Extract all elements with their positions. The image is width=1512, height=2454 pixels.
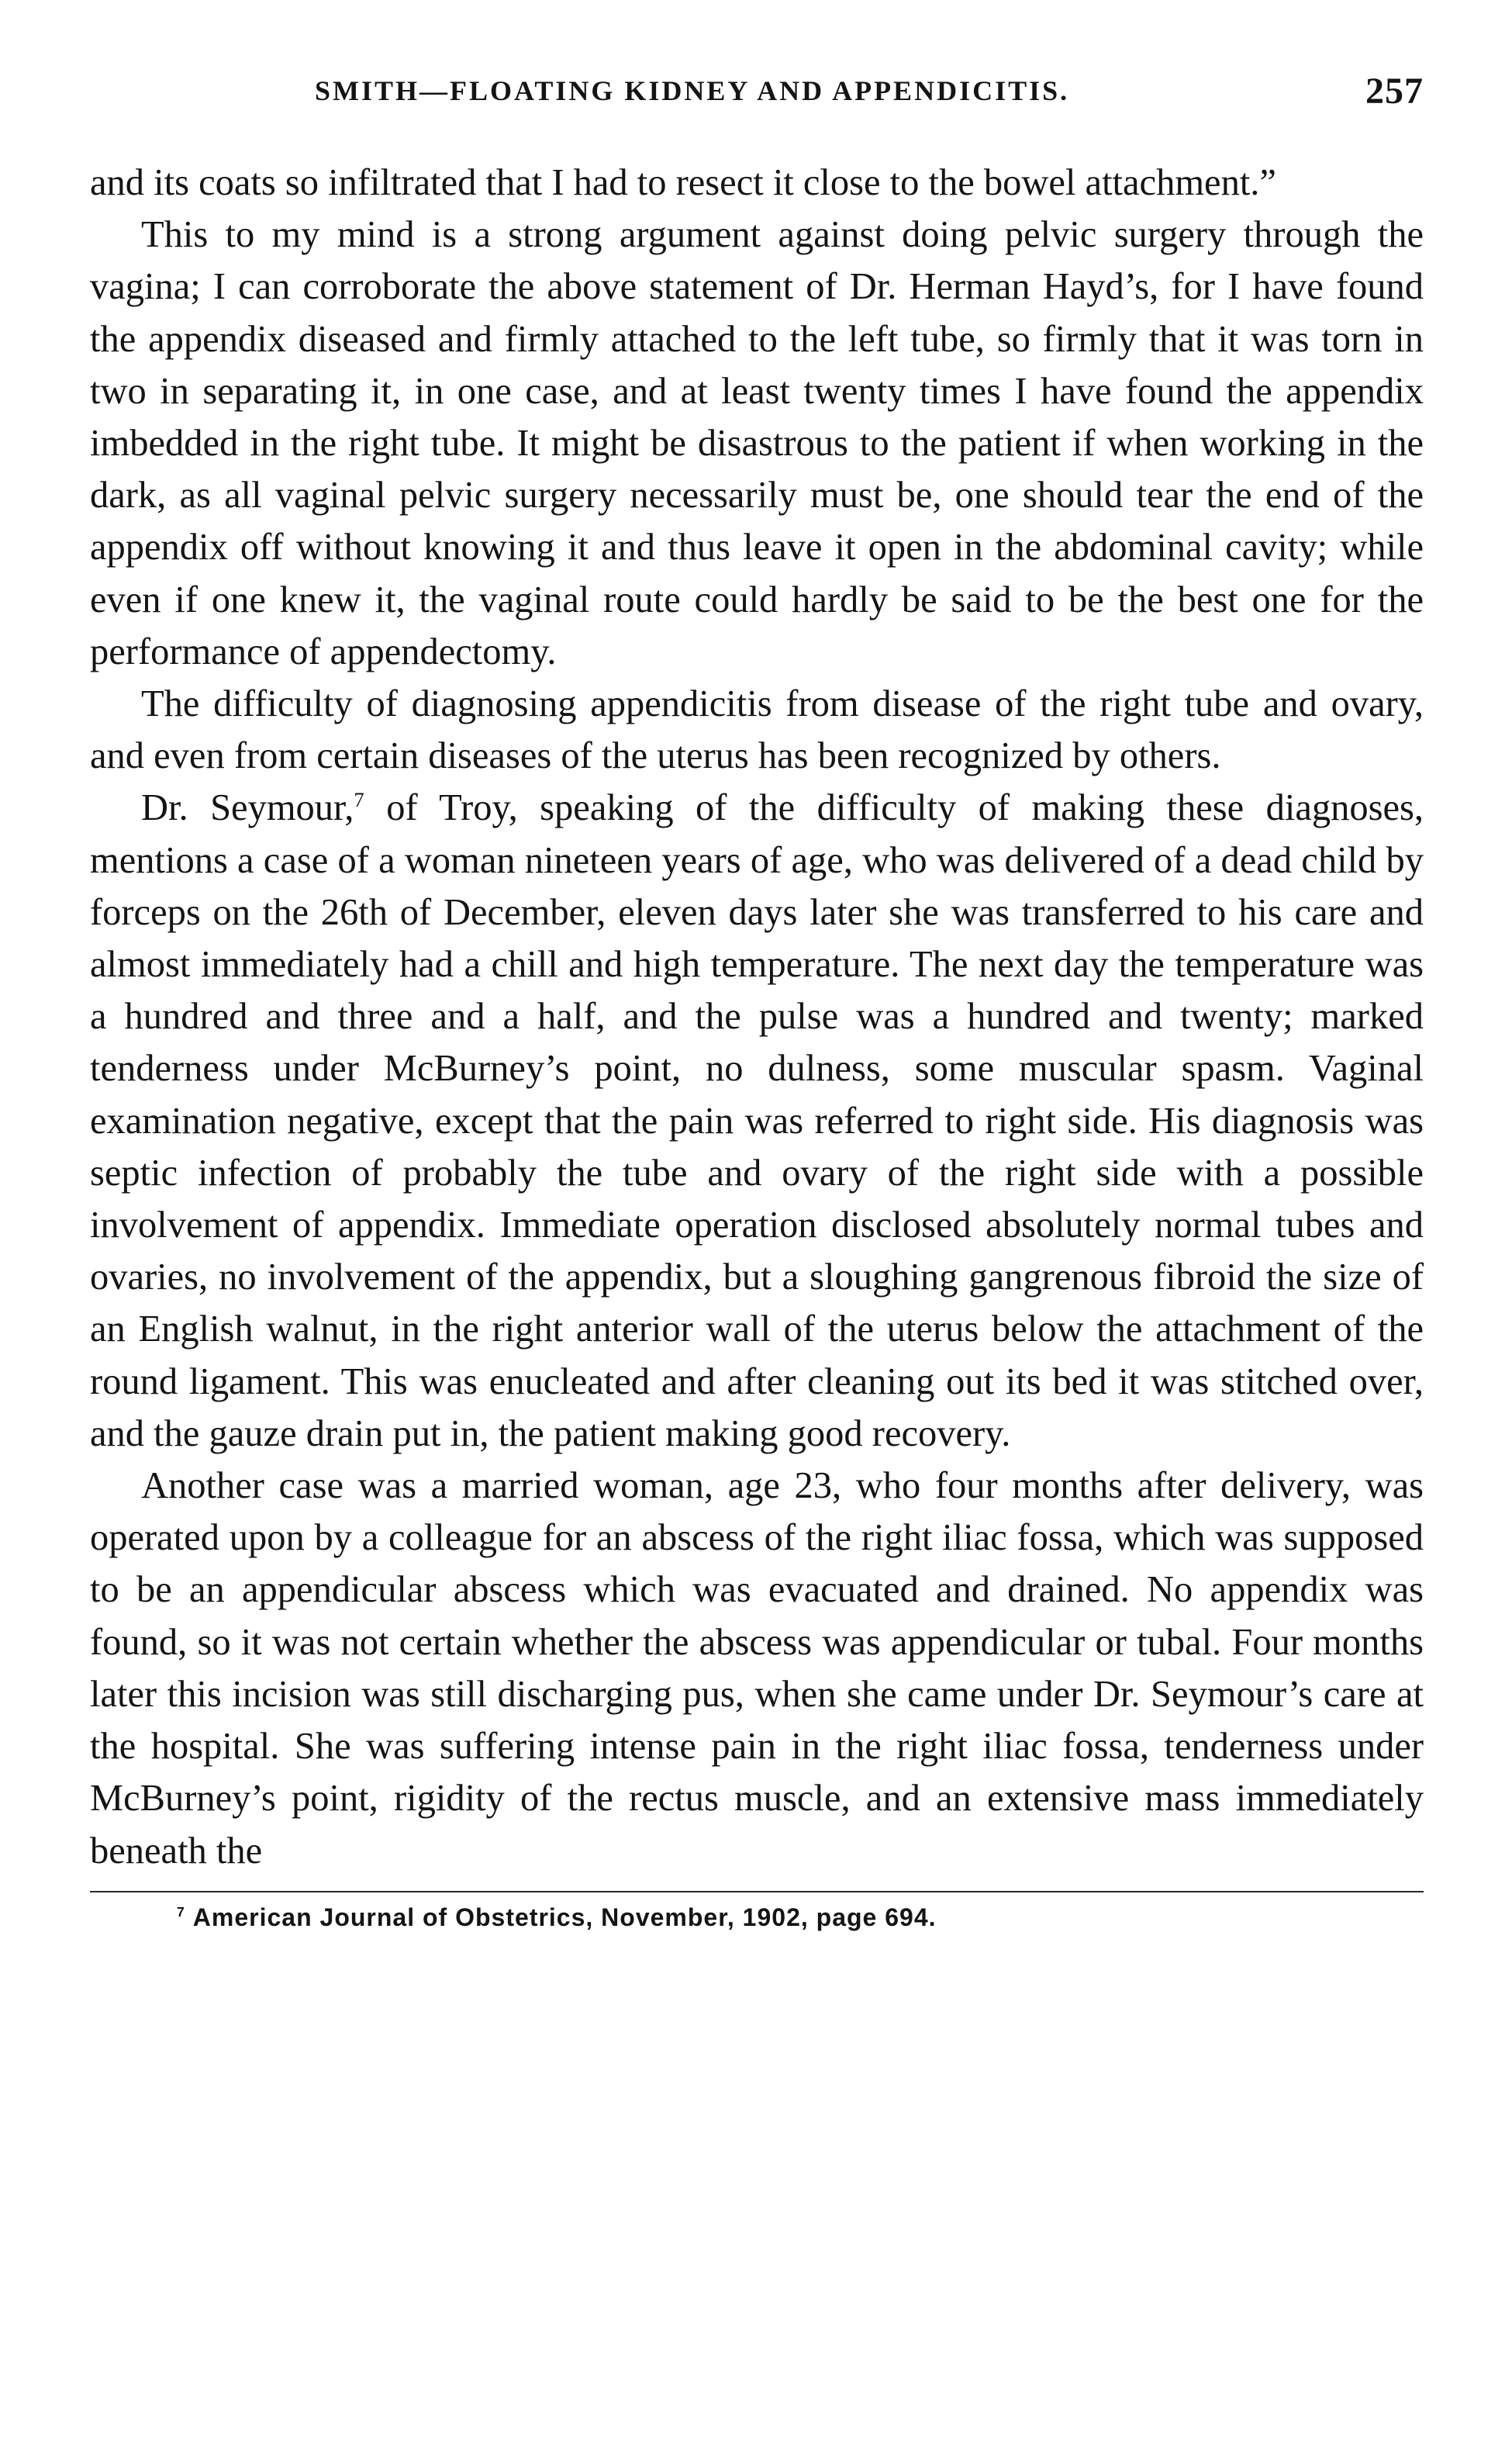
footnote-marker: 7 [177,1904,185,1920]
footnote [90,1903,1424,1932]
page-number: 257 [1365,71,1424,112]
paragraph-1: and its coats so infiltrated that I had to resect it close to the bowel attachment.” [90,162,1276,203]
book-page [90,70,1424,1932]
paragraph-5: Another case was a married woman, age 23, who four months after delivery, was operated upon by a colleague for an abscess of the right iliac fossa, which was supposed to be an appendicular abscess which was evacuated and drained. No appendix was found, so it was not certain whether the abscess was appendicular or tubal. Four months later this incision was still discharging pus, when she came under Dr. Seymour’s care at the hospital. She was suffering intense pain in the right iliac fossa, tenderness under McBurney’s point, rigidity of the rectus muscle, and an extensive mass immediately beneath the [90,1465,1424,1872]
paragraph-4 [90,782,1424,1460]
running-title: SMITH—FLOATING KIDNEY AND APPENDICITIS. [315,75,1070,106]
footnote-text: American Journal of Obstetrics, November, 1902, page 694. [192,1903,937,1931]
footnote-divider [90,1891,1424,1892]
paragraph-4-body: of Troy, speaking of the difficulty of making these diagnoses, mentions a case of a woman nineteen years of age, who was delivered of a dead child by forceps on the 26th of December, eleven days later she was transferred to his care and almost immediately had a chill and high temperature. The next day the temperature was a hundred and three and a half, and the pulse was a hundred and twenty; marked tenderness under McBurney’s point, no dulness, some muscular spasm. Vaginal examination negative, except that the pain was referred to right side. His diagnosis was septic infection of probably the tube and ovary of the right side with a possible involvement of appendix. Immediate operation disclosed absolutely normal tubes and ovaries, no involvement of the appendix, but a sloughing gangrenous fibroid the size of an English walnut, in the right anterior wall of the uterus below the attachment of the round ligament. This was enucleated and after cleaning out its bed it was stitched over, and the gauze drain put in, the patient making good recovery. [90,787,1424,1454]
paragraph-4-lead: Dr. Seymour, [141,787,354,829]
body-text [90,157,1424,1877]
paragraph-3: The difficulty of diagnosing appendicitis from disease of the right tube and ovary, and even from certain diseases of the uterus has been recognized by others. [90,683,1424,777]
paragraph-2: This to my mind is a strong argument against doing pelvic surgery through the vagina; I can corroborate the above statement of Dr. Herman Hayd’s, for I have found the appendix diseased and firmly attached to the left tube, so firmly that it was torn in two in separating it, in one case, and at least twenty times I have found the appendix imbedded in the right tube. It might be disastrous to the patient if when working in the dark, as all vaginal pelvic surgery necessarily must be, one should tear the end of the appendix off without knowing it and thus leave it open in the abdominal cavity; while even if one knew it, the vaginal route could hardly be said to be the best one for the performance of appendectomy. [90,214,1424,672]
running-head [90,70,1424,124]
footnote-reference: 7 [354,788,364,812]
